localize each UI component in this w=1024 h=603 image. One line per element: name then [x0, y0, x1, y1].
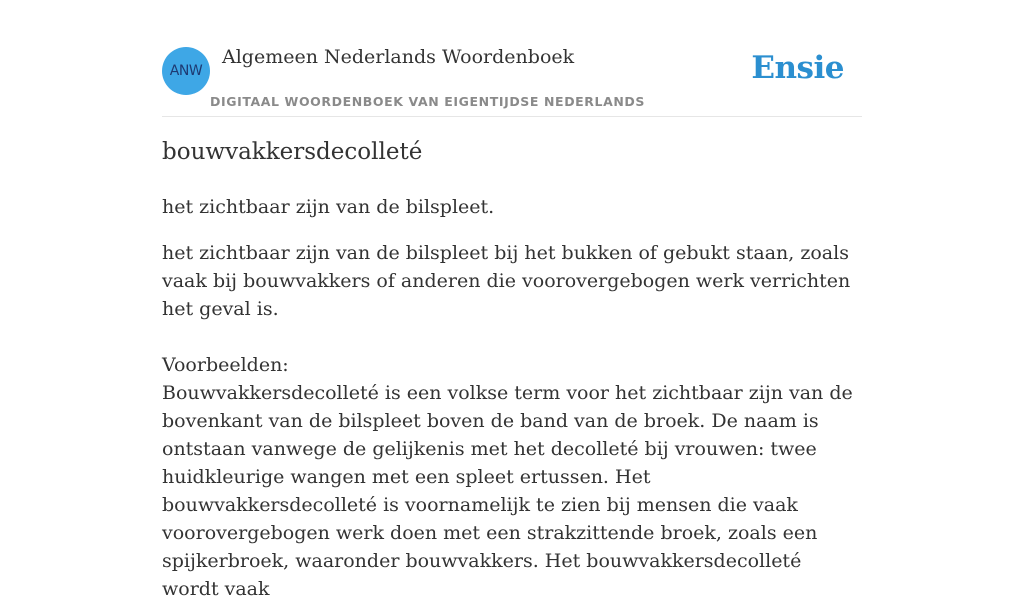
short-definition: het zichtbaar zijn van de bilspleet. [162, 196, 495, 218]
examples-label: Voorbeelden: [162, 354, 289, 376]
page [162, 0, 862, 600]
dictionary-title-link[interactable]: Algemeen Nederlands Woordenboek [222, 46, 575, 68]
ensie-logo-link[interactable]: Ensie [751, 50, 844, 86]
example-text: Bouwvakkersdecolleté is een volkse term voor het zichtbaar zijn van de bovenkant van de bilspleet boven de band van de broek. De naam is ontstaan vanwege de gelijkenis met het decolleté bij vrouwen: twee huidkleurige wangen met een spleet ertussen. Het bouwvakkersdecolleté is voornamelijk te zien bij mensen die vaak voorovergebogen werk doen met een strakzittende broek, zoals een spijkerbroek, waaronder bouwvakkers. Het bouwvakkersdecolleté wordt vaak [162, 382, 853, 600]
long-definition: het zichtbaar zijn van de bilspleet bij het bukken of gebukt staan, zoals vaak bij bouwvakkers of anderen die voorovergebogen werk verrichten het geval is. [162, 242, 851, 320]
definition-body [162, 239, 862, 603]
dictionary-subtitle: DIGITAAL WOORDENBOEK VAN EIGENTIJDSE NEDERLANDS [210, 94, 646, 109]
header [162, 0, 862, 117]
logo-text: ANW [169, 63, 203, 79]
anw-logo[interactable] [162, 47, 210, 95]
entry-word: bouwvakkersdecolleté [162, 139, 423, 165]
